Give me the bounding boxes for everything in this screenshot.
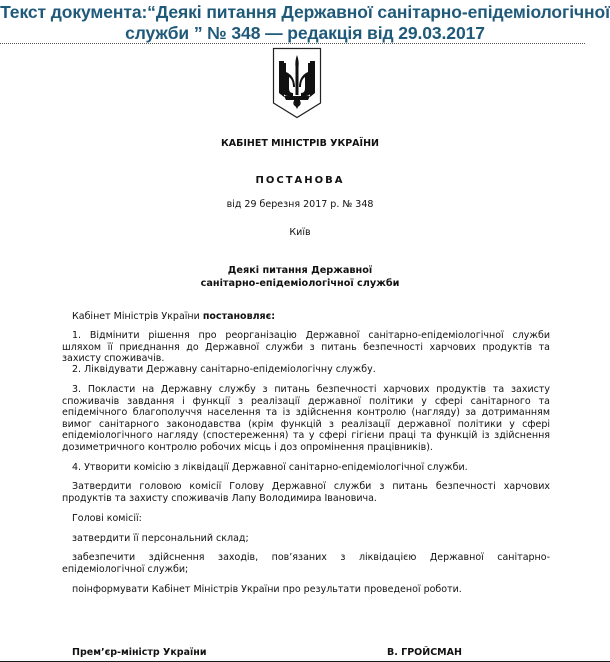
paragraph-7 <box>62 533 550 545</box>
resolution-intro-text: Кабінет Міністрів України <box>72 311 203 322</box>
resolution-intro <box>62 311 550 323</box>
document-type: ПОСТАНОВА <box>255 175 345 186</box>
document-city: Київ <box>289 227 311 238</box>
trident-emblem-icon <box>272 47 322 119</box>
paragraph-9 <box>62 584 550 596</box>
paragraph-4 <box>62 462 550 474</box>
issuer-name: КАБІНЕТ МІНІСТРІВ УКРАЇНИ <box>221 138 379 149</box>
paragraph-5 <box>62 481 550 504</box>
paragraph-text: 2. Ліквідувати Державну санітарно-епідеміологічну службу. <box>72 364 376 375</box>
paragraph-text: 4. Утворити комісію з ліквідації Державної санітарно-епідеміологічної служби. <box>72 462 468 473</box>
paragraph-text: поінформувати Кабінет Міністрів України про результати проведеної роботи. <box>72 584 462 595</box>
paragraph-2 <box>62 364 550 376</box>
paragraph-1 <box>62 330 550 365</box>
page-title-line-2: служби ” № 348 — редакція від 29.03.2017 <box>125 23 485 43</box>
signatory-name: В. ГРОЙСМАН <box>387 647 462 658</box>
paragraph-8 <box>62 552 550 575</box>
paragraph-text: Голові комісії: <box>72 513 142 524</box>
page-title-line-1: Текст документа:“Деякі питання Державної санітарно-епідеміологічної <box>0 2 610 22</box>
document-date-number: від 29 березня 2017 р. № 348 <box>226 199 374 210</box>
paragraph-text: Затвердити головою комісії Голову Державної служби з питань безпечності харчових продуктів та захисту споживачів Лапу Володимира Івановича. <box>62 481 550 504</box>
title-divider <box>0 43 585 44</box>
paragraph-6 <box>62 513 550 525</box>
document-heading-line-1: Деякі питання Державної <box>227 265 373 276</box>
page-title <box>0 2 610 44</box>
resolution-intro-bold: постановляє: <box>202 311 276 322</box>
paragraph-text: забезпечити здійснення заходів, пов’язаних з ліквідацією Державної санітарно-епідеміологічної служби; <box>62 552 550 575</box>
document-heading-line-2: санітарно-епідеміологічної служби <box>200 277 400 289</box>
paragraph-text: 1. Відмінити рішення про реорганізацію Державної санітарно-епідеміологічної служби шляхом її приєднання до Державної служби з питань безпечності харчових продуктів та захисту споживачів. <box>62 330 550 365</box>
coat-of-arms-icon <box>272 47 322 119</box>
paragraph-text: затвердити її персональний склад; <box>72 533 249 544</box>
paragraph-text: 3. Покласти на Державну службу з питань безпечності харчових продуктів та захисту споживачів завдання і функції з реалізації державної політики у сфері санітарного та епідемічного благополуччя населення та із здійснення контролю (нагляду) за дотриманням вимог санітарного законодавства (крім функцій з реалізації державної політики у сфері епідеміологічного нагляду (спостереження) та у сфері гігієни праці та функцій із здійснення дозиметричного контролю робочих місць і доз опромінення працівників). <box>62 384 550 453</box>
paragraph-3 <box>62 384 550 454</box>
signatory-position: Прем’єр-міністр України <box>72 647 207 658</box>
document-heading <box>0 265 605 290</box>
